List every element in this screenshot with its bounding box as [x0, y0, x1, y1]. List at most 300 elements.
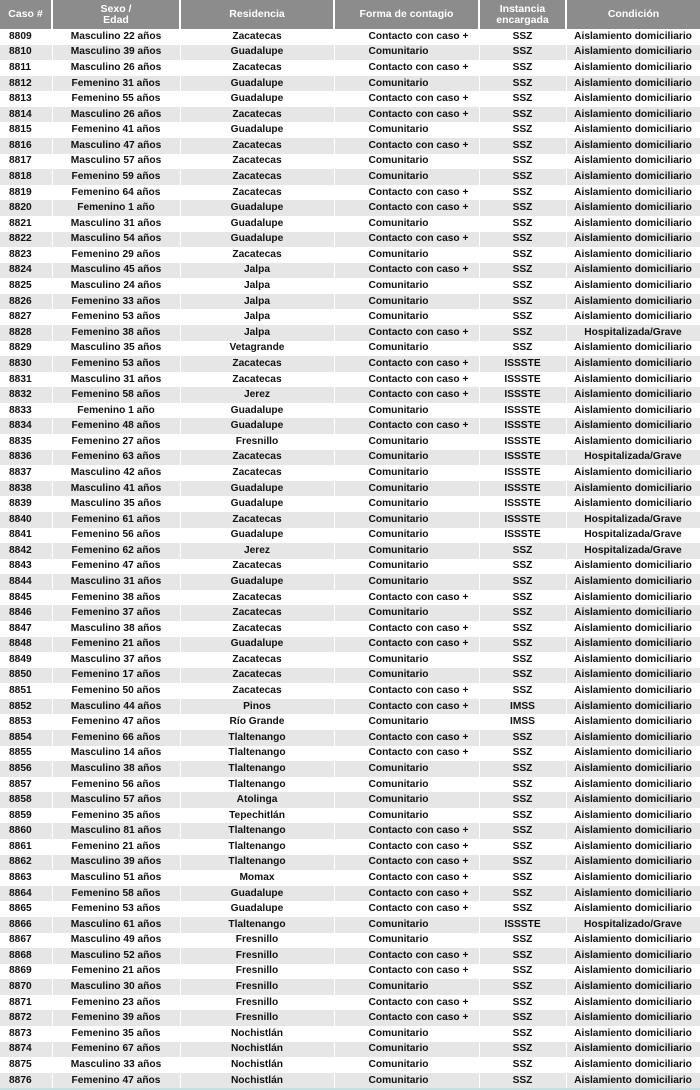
- condition-cell: Aislamiento domiciliario: [566, 294, 700, 310]
- agency-cell: SSZ: [479, 341, 566, 357]
- condition-cell: Aislamiento domiciliario: [566, 823, 700, 839]
- sex-age-cell: Femenino 56 años: [52, 528, 180, 544]
- sex-age-cell: Masculino 30 años: [52, 979, 180, 995]
- agency-cell: SSZ: [479, 1010, 566, 1026]
- agency-cell: ISSSTE: [479, 403, 566, 419]
- condition-cell: Aislamiento domiciliario: [566, 979, 700, 995]
- case-number-cell: 8828: [0, 325, 52, 341]
- table-row: [0, 1073, 700, 1089]
- sex-age-cell: Femenino 67 años: [52, 1042, 180, 1058]
- contagion-mode-cell: Comunitario: [334, 668, 479, 684]
- case-number-cell: 8830: [0, 356, 52, 372]
- sex-age-cell: Femenino 48 años: [52, 418, 180, 434]
- residence-cell: Zacatecas: [180, 185, 334, 201]
- table-row: [0, 855, 700, 871]
- table-row: [0, 901, 700, 917]
- residence-cell: Tepechitlán: [180, 808, 334, 824]
- sex-age-cell: Femenino 38 años: [52, 325, 180, 341]
- contagion-mode-cell: Contacto con caso +: [334, 901, 479, 917]
- table-row: [0, 1010, 700, 1026]
- table-row: [0, 465, 700, 481]
- case-number-cell: 8855: [0, 746, 52, 762]
- contagion-mode-cell: Comunitario: [334, 761, 479, 777]
- agency-cell: SSZ: [479, 309, 566, 325]
- table-row: [0, 247, 700, 263]
- table-row: [0, 418, 700, 434]
- table-row: [0, 45, 700, 61]
- residence-cell: Guadalupe: [180, 232, 334, 248]
- table-row: [0, 668, 700, 684]
- case-number-cell: 8875: [0, 1057, 52, 1073]
- case-number-cell: 8873: [0, 1026, 52, 1042]
- agency-cell: SSZ: [479, 652, 566, 668]
- condition-cell: Aislamiento domiciliario: [566, 138, 700, 154]
- residence-cell: Guadalupe: [180, 481, 334, 497]
- table-row: [0, 434, 700, 450]
- case-number-cell: 8838: [0, 481, 52, 497]
- contagion-mode-cell: Comunitario: [334, 1026, 479, 1042]
- sex-age-cell: Femenino 62 años: [52, 543, 180, 559]
- case-number-cell: 8823: [0, 247, 52, 263]
- table-row: [0, 574, 700, 590]
- condition-cell: Aislamiento domiciliario: [566, 637, 700, 653]
- case-number-cell: 8839: [0, 496, 52, 512]
- agency-cell: SSZ: [479, 559, 566, 575]
- case-number-cell: 8827: [0, 309, 52, 325]
- case-number-cell: 8810: [0, 45, 52, 61]
- contagion-mode-cell: Comunitario: [334, 341, 479, 357]
- contagion-mode-cell: Comunitario: [334, 278, 479, 294]
- sex-age-cell: Masculino 44 años: [52, 699, 180, 715]
- case-number-cell: 8866: [0, 917, 52, 933]
- contagion-mode-cell: Comunitario: [334, 76, 479, 92]
- contagion-mode-cell: Comunitario: [334, 450, 479, 466]
- case-number-cell: 8832: [0, 387, 52, 403]
- case-number-cell: 8842: [0, 543, 52, 559]
- contagion-mode-cell: Comunitario: [334, 543, 479, 559]
- contagion-mode-cell: Comunitario: [334, 917, 479, 933]
- residence-cell: Fresnillo: [180, 1010, 334, 1026]
- case-number-cell: 8852: [0, 699, 52, 715]
- table-row: [0, 91, 700, 107]
- condition-cell: Aislamiento domiciliario: [566, 247, 700, 263]
- contagion-mode-cell: Comunitario: [334, 808, 479, 824]
- residence-cell: Tlaltenango: [180, 823, 334, 839]
- contagion-mode-cell: Comunitario: [334, 465, 479, 481]
- case-number-cell: 8833: [0, 403, 52, 419]
- condition-cell: Aislamiento domiciliario: [566, 777, 700, 793]
- agency-cell: SSZ: [479, 91, 566, 107]
- agency-cell: SSZ: [479, 621, 566, 637]
- residence-cell: Fresnillo: [180, 933, 334, 949]
- case-number-cell: 8845: [0, 590, 52, 606]
- table-row: [0, 559, 700, 575]
- case-number-cell: 8814: [0, 107, 52, 123]
- table-row: [0, 543, 700, 559]
- residence-cell: Guadalupe: [180, 200, 334, 216]
- condition-cell: Aislamiento domiciliario: [566, 855, 700, 871]
- contagion-mode-cell: Contacto con caso +: [334, 372, 479, 388]
- column-header-residencia-label: Residencia: [229, 8, 285, 20]
- sex-age-cell: Femenino 61 años: [52, 512, 180, 528]
- sex-age-cell: Femenino 17 años: [52, 668, 180, 684]
- contagion-mode-cell: Contacto con caso +: [334, 356, 479, 372]
- agency-cell: SSZ: [479, 637, 566, 653]
- column-header-sexo-label: Sexo /: [100, 2, 132, 15]
- contagion-mode-cell: Comunitario: [334, 792, 479, 808]
- agency-cell: SSZ: [479, 138, 566, 154]
- table-row: [0, 341, 700, 357]
- table-row: [0, 356, 700, 372]
- condition-cell: Aislamiento domiciliario: [566, 1042, 700, 1058]
- residence-cell: Tlaltenango: [180, 839, 334, 855]
- table-row: [0, 1042, 700, 1058]
- residence-cell: Tlaltenango: [180, 855, 334, 871]
- agency-cell: SSZ: [479, 122, 566, 138]
- agency-cell: SSZ: [479, 995, 566, 1011]
- sex-age-cell: Femenino 66 años: [52, 730, 180, 746]
- agency-cell: ISSSTE: [479, 496, 566, 512]
- residence-cell: Guadalupe: [180, 528, 334, 544]
- agency-cell: SSZ: [479, 839, 566, 855]
- agency-cell: SSZ: [479, 1057, 566, 1073]
- agency-cell: SSZ: [479, 605, 566, 621]
- agency-cell: SSZ: [479, 263, 566, 279]
- table-row: [0, 325, 700, 341]
- residence-cell: Jalpa: [180, 309, 334, 325]
- condition-cell: Aislamiento domiciliario: [566, 746, 700, 762]
- agency-cell: SSZ: [479, 247, 566, 263]
- contagion-mode-cell: Comunitario: [334, 605, 479, 621]
- contagion-mode-cell: Comunitario: [334, 309, 479, 325]
- sex-age-cell: Femenino 56 años: [52, 777, 180, 793]
- table-row: [0, 232, 700, 248]
- condition-cell: Aislamiento domiciliario: [566, 808, 700, 824]
- residence-cell: Guadalupe: [180, 637, 334, 653]
- condition-cell: Aislamiento domiciliario: [566, 91, 700, 107]
- residence-cell: Momax: [180, 870, 334, 886]
- contagion-mode-cell: Comunitario: [334, 512, 479, 528]
- condition-cell: Aislamiento domiciliario: [566, 60, 700, 76]
- condition-cell: Hospitalizado/Grave: [566, 917, 700, 933]
- table-row: [0, 964, 700, 980]
- condition-cell: Hospitalizada/Grave: [566, 325, 700, 341]
- contagion-mode-cell: Comunitario: [334, 979, 479, 995]
- case-number-cell: 8859: [0, 808, 52, 824]
- table-row: [0, 933, 700, 949]
- contagion-mode-cell: Contacto con caso +: [334, 964, 479, 980]
- sex-age-cell: Femenino 1 año: [52, 200, 180, 216]
- case-number-cell: 8816: [0, 138, 52, 154]
- agency-cell: SSZ: [479, 325, 566, 341]
- residence-cell: Tlaltenango: [180, 777, 334, 793]
- sex-age-cell: Masculino 61 años: [52, 917, 180, 933]
- table-row: [0, 699, 700, 715]
- table-row: [0, 216, 700, 232]
- table-row: [0, 496, 700, 512]
- contagion-mode-cell: Contacto con caso +: [334, 823, 479, 839]
- agency-cell: SSZ: [479, 29, 566, 45]
- contagion-mode-cell: Contacto con caso +: [334, 29, 479, 45]
- agency-cell: SSZ: [479, 746, 566, 762]
- case-number-cell: 8812: [0, 76, 52, 92]
- contagion-mode-cell: Contacto con caso +: [334, 870, 479, 886]
- agency-cell: SSZ: [479, 60, 566, 76]
- sex-age-cell: Femenino 53 años: [52, 901, 180, 917]
- sex-age-cell: Masculino 41 años: [52, 481, 180, 497]
- case-number-cell: 8813: [0, 91, 52, 107]
- condition-cell: Hospitalizada/Grave: [566, 450, 700, 466]
- condition-cell: Aislamiento domiciliario: [566, 668, 700, 684]
- residence-cell: Jalpa: [180, 263, 334, 279]
- residence-cell: Zacatecas: [180, 154, 334, 170]
- case-number-cell: 8858: [0, 792, 52, 808]
- case-number-cell: 8824: [0, 263, 52, 279]
- condition-cell: Aislamiento domiciliario: [566, 309, 700, 325]
- column-header-residencia: [180, 0, 334, 29]
- column-header-encargada-label: encargada: [496, 13, 549, 26]
- sex-age-cell: Femenino 50 años: [52, 683, 180, 699]
- contagion-mode-cell: Contacto con caso +: [334, 855, 479, 871]
- agency-cell: ISSSTE: [479, 512, 566, 528]
- condition-cell: Aislamiento domiciliario: [566, 730, 700, 746]
- contagion-mode-cell: Contacto con caso +: [334, 621, 479, 637]
- condition-cell: Aislamiento domiciliario: [566, 387, 700, 403]
- condition-cell: Aislamiento domiciliario: [566, 418, 700, 434]
- table-body: [0, 29, 700, 1088]
- contagion-mode-cell: Contacto con caso +: [334, 948, 479, 964]
- case-number-cell: 8836: [0, 450, 52, 466]
- condition-cell: Aislamiento domiciliario: [566, 761, 700, 777]
- agency-cell: SSZ: [479, 107, 566, 123]
- contagion-mode-cell: Contacto con caso +: [334, 730, 479, 746]
- sex-age-cell: Femenino 35 años: [52, 808, 180, 824]
- case-number-cell: 8865: [0, 901, 52, 917]
- table-row: [0, 278, 700, 294]
- contagion-mode-cell: Contacto con caso +: [334, 138, 479, 154]
- case-number-cell: 8835: [0, 434, 52, 450]
- condition-cell: Aislamiento domiciliario: [566, 372, 700, 388]
- contagion-mode-cell: Contacto con caso +: [334, 232, 479, 248]
- contagion-mode-cell: Comunitario: [334, 403, 479, 419]
- case-number-cell: 8863: [0, 870, 52, 886]
- contagion-mode-cell: Comunitario: [334, 294, 479, 310]
- condition-cell: Aislamiento domiciliario: [566, 481, 700, 497]
- column-header-edad-label: Edad: [103, 13, 129, 26]
- column-header-caso-label: Caso #: [8, 8, 43, 20]
- agency-cell: SSZ: [479, 45, 566, 61]
- condition-cell: Aislamiento domiciliario: [566, 29, 700, 45]
- residence-cell: Guadalupe: [180, 91, 334, 107]
- table-row: [0, 683, 700, 699]
- table-row: [0, 714, 700, 730]
- agency-cell: ISSSTE: [479, 434, 566, 450]
- table-row: [0, 185, 700, 201]
- condition-cell: Hospitalizada/Grave: [566, 528, 700, 544]
- residence-cell: Zacatecas: [180, 107, 334, 123]
- residence-cell: Zacatecas: [180, 668, 334, 684]
- agency-cell: SSZ: [479, 979, 566, 995]
- column-header-condicion: [566, 0, 700, 29]
- agency-cell: ISSSTE: [479, 917, 566, 933]
- contagion-mode-cell: Comunitario: [334, 247, 479, 263]
- table-row: [0, 590, 700, 606]
- agency-cell: SSZ: [479, 154, 566, 170]
- header-row: [0, 0, 700, 29]
- condition-cell: Aislamiento domiciliario: [566, 278, 700, 294]
- case-number-cell: 8860: [0, 823, 52, 839]
- condition-cell: Aislamiento domiciliario: [566, 496, 700, 512]
- agency-cell: IMSS: [479, 699, 566, 715]
- residence-cell: Guadalupe: [180, 45, 334, 61]
- table-row: [0, 309, 700, 325]
- residence-cell: Zacatecas: [180, 450, 334, 466]
- residence-cell: Zacatecas: [180, 559, 334, 575]
- sex-age-cell: Masculino 37 años: [52, 652, 180, 668]
- condition-cell: Aislamiento domiciliario: [566, 605, 700, 621]
- contagion-mode-cell: Contacto con caso +: [334, 995, 479, 1011]
- condition-cell: Aislamiento domiciliario: [566, 107, 700, 123]
- table-row: [0, 107, 700, 123]
- sex-age-cell: Femenino 38 años: [52, 590, 180, 606]
- residence-cell: Guadalupe: [180, 901, 334, 917]
- case-number-cell: 8862: [0, 855, 52, 871]
- agency-cell: SSZ: [479, 901, 566, 917]
- condition-cell: Aislamiento domiciliario: [566, 714, 700, 730]
- contagion-mode-cell: Comunitario: [334, 122, 479, 138]
- residence-cell: Jalpa: [180, 278, 334, 294]
- residence-cell: Vetagrande: [180, 341, 334, 357]
- residence-cell: Fresnillo: [180, 964, 334, 980]
- residence-cell: Fresnillo: [180, 434, 334, 450]
- case-number-cell: 8826: [0, 294, 52, 310]
- case-number-cell: 8821: [0, 216, 52, 232]
- sex-age-cell: Femenino 23 años: [52, 995, 180, 1011]
- agency-cell: SSZ: [479, 792, 566, 808]
- sex-age-cell: Masculino 38 años: [52, 621, 180, 637]
- agency-cell: SSZ: [479, 730, 566, 746]
- agency-cell: SSZ: [479, 933, 566, 949]
- residence-cell: Zacatecas: [180, 372, 334, 388]
- agency-cell: SSZ: [479, 808, 566, 824]
- column-header-sexo-edad: [52, 0, 180, 29]
- residence-cell: Fresnillo: [180, 948, 334, 964]
- condition-cell: Aislamiento domiciliario: [566, 356, 700, 372]
- residence-cell: Guadalupe: [180, 418, 334, 434]
- sex-age-cell: Femenino 53 años: [52, 356, 180, 372]
- sex-age-cell: Femenino 53 años: [52, 309, 180, 325]
- sex-age-cell: Femenino 63 años: [52, 450, 180, 466]
- case-number-cell: 8868: [0, 948, 52, 964]
- residence-cell: Tlaltenango: [180, 761, 334, 777]
- residence-cell: Río Grande: [180, 714, 334, 730]
- sex-age-cell: Femenino 29 años: [52, 247, 180, 263]
- sex-age-cell: Masculino 52 años: [52, 948, 180, 964]
- condition-cell: Aislamiento domiciliario: [566, 45, 700, 61]
- case-number-cell: 8851: [0, 683, 52, 699]
- case-number-cell: 8847: [0, 621, 52, 637]
- contagion-mode-cell: Contacto con caso +: [334, 325, 479, 341]
- case-number-cell: 8876: [0, 1073, 52, 1089]
- sex-age-cell: Masculino 22 años: [52, 29, 180, 45]
- sex-age-cell: Masculino 49 años: [52, 933, 180, 949]
- table-row: [0, 60, 700, 76]
- condition-cell: Aislamiento domiciliario: [566, 122, 700, 138]
- case-number-cell: 8864: [0, 886, 52, 902]
- contagion-mode-cell: Comunitario: [334, 528, 479, 544]
- agency-cell: ISSSTE: [479, 372, 566, 388]
- case-number-cell: 8861: [0, 839, 52, 855]
- case-number-cell: 8853: [0, 714, 52, 730]
- residence-cell: Guadalupe: [180, 403, 334, 419]
- condition-cell: Aislamiento domiciliario: [566, 574, 700, 590]
- case-number-cell: 8817: [0, 154, 52, 170]
- sex-age-cell: Masculino 31 años: [52, 574, 180, 590]
- sex-age-cell: Femenino 58 años: [52, 387, 180, 403]
- contagion-mode-cell: Contacto con caso +: [334, 1010, 479, 1026]
- residence-cell: Zacatecas: [180, 247, 334, 263]
- case-number-cell: 8869: [0, 964, 52, 980]
- case-number-cell: 8871: [0, 995, 52, 1011]
- sex-age-cell: Femenino 27 años: [52, 434, 180, 450]
- contagion-mode-cell: Contacto con caso +: [334, 200, 479, 216]
- contagion-mode-cell: Contacto con caso +: [334, 185, 479, 201]
- contagion-mode-cell: Comunitario: [334, 216, 479, 232]
- case-number-cell: 8811: [0, 60, 52, 76]
- residence-cell: Guadalupe: [180, 496, 334, 512]
- case-number-cell: 8872: [0, 1010, 52, 1026]
- agency-cell: ISSSTE: [479, 387, 566, 403]
- residence-cell: Zacatecas: [180, 605, 334, 621]
- agency-cell: SSZ: [479, 185, 566, 201]
- condition-cell: Aislamiento domiciliario: [566, 434, 700, 450]
- agency-cell: ISSSTE: [479, 418, 566, 434]
- agency-cell: SSZ: [479, 777, 566, 793]
- contagion-mode-cell: Contacto con caso +: [334, 886, 479, 902]
- table-row: [0, 294, 700, 310]
- table-row: [0, 481, 700, 497]
- table-row: [0, 886, 700, 902]
- table-row: [0, 777, 700, 793]
- sex-age-cell: Femenino 37 años: [52, 605, 180, 621]
- contagion-mode-cell: Comunitario: [334, 45, 479, 61]
- condition-cell: Aislamiento domiciliario: [566, 403, 700, 419]
- table-row: [0, 387, 700, 403]
- residence-cell: Tlaltenango: [180, 730, 334, 746]
- sex-age-cell: Femenino 55 años: [52, 91, 180, 107]
- contagion-mode-cell: Contacto con caso +: [334, 387, 479, 403]
- sex-age-cell: Femenino 33 años: [52, 294, 180, 310]
- residence-cell: Jerez: [180, 543, 334, 559]
- sex-age-cell: Femenino 21 años: [52, 964, 180, 980]
- contagion-mode-cell: Contacto con caso +: [334, 91, 479, 107]
- condition-cell: Aislamiento domiciliario: [566, 154, 700, 170]
- agency-cell: SSZ: [479, 1073, 566, 1089]
- case-number-cell: 8874: [0, 1042, 52, 1058]
- sex-age-cell: Masculino 57 años: [52, 154, 180, 170]
- residence-cell: Zacatecas: [180, 621, 334, 637]
- table-row: [0, 917, 700, 933]
- sex-age-cell: Masculino 39 años: [52, 45, 180, 61]
- condition-cell: Aislamiento domiciliario: [566, 1026, 700, 1042]
- sex-age-cell: Femenino 59 años: [52, 169, 180, 185]
- table-row: [0, 169, 700, 185]
- agency-cell: SSZ: [479, 278, 566, 294]
- agency-cell: SSZ: [479, 590, 566, 606]
- condition-cell: Aislamiento domiciliario: [566, 465, 700, 481]
- condition-cell: Aislamiento domiciliario: [566, 216, 700, 232]
- sex-age-cell: Femenino 64 años: [52, 185, 180, 201]
